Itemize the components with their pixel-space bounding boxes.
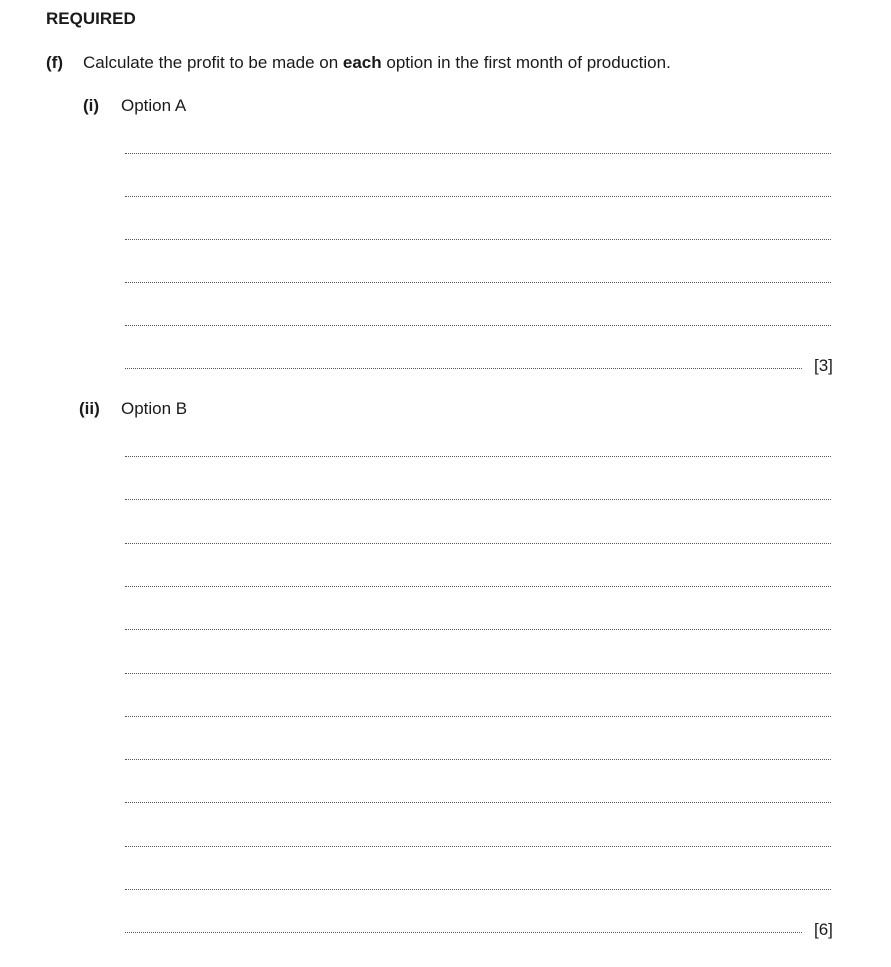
- part-ii-marks: [6]: [814, 920, 833, 939]
- question-text-bold: each: [342, 53, 382, 72]
- part-ii-answer-line[interactable]: [125, 846, 831, 847]
- part-i-answer-line[interactable]: [125, 282, 831, 283]
- question-text: [83, 53, 671, 73]
- part-ii-answer-line[interactable]: [125, 543, 831, 544]
- part-i-answer-line[interactable]: [125, 368, 802, 369]
- part-ii-answer-line[interactable]: [125, 629, 831, 630]
- part-i-title: Option A: [121, 96, 187, 115]
- part-ii-answer-line[interactable]: [125, 759, 831, 760]
- part-ii-answer-line[interactable]: [125, 889, 831, 890]
- part-i-answer-line[interactable]: [125, 239, 831, 240]
- question-text-after: option in the first month of production.: [381, 53, 671, 72]
- part-ii-answer-line[interactable]: [125, 456, 831, 457]
- part-ii-answer-line[interactable]: [125, 932, 802, 933]
- part-i-marks: [3]: [814, 356, 833, 375]
- question-label: (f): [46, 53, 63, 72]
- part-i-answer-line[interactable]: [125, 196, 831, 197]
- question-text-before: Calculate the profit to be made on: [83, 53, 343, 72]
- section-heading: REQUIRED: [46, 9, 136, 28]
- part-ii-answer-line[interactable]: [125, 586, 831, 587]
- part-ii-label: (ii): [79, 399, 100, 418]
- part-ii-title: Option B: [121, 399, 188, 418]
- part-ii-answer-line[interactable]: [125, 499, 831, 500]
- part-i-answer-line[interactable]: [125, 153, 831, 154]
- part-i-answer-line[interactable]: [125, 325, 831, 326]
- part-ii-answer-line[interactable]: [125, 802, 831, 803]
- part-ii-answer-line[interactable]: [125, 673, 831, 674]
- part-ii-answer-line[interactable]: [125, 716, 831, 717]
- part-i-label: (i): [83, 96, 100, 115]
